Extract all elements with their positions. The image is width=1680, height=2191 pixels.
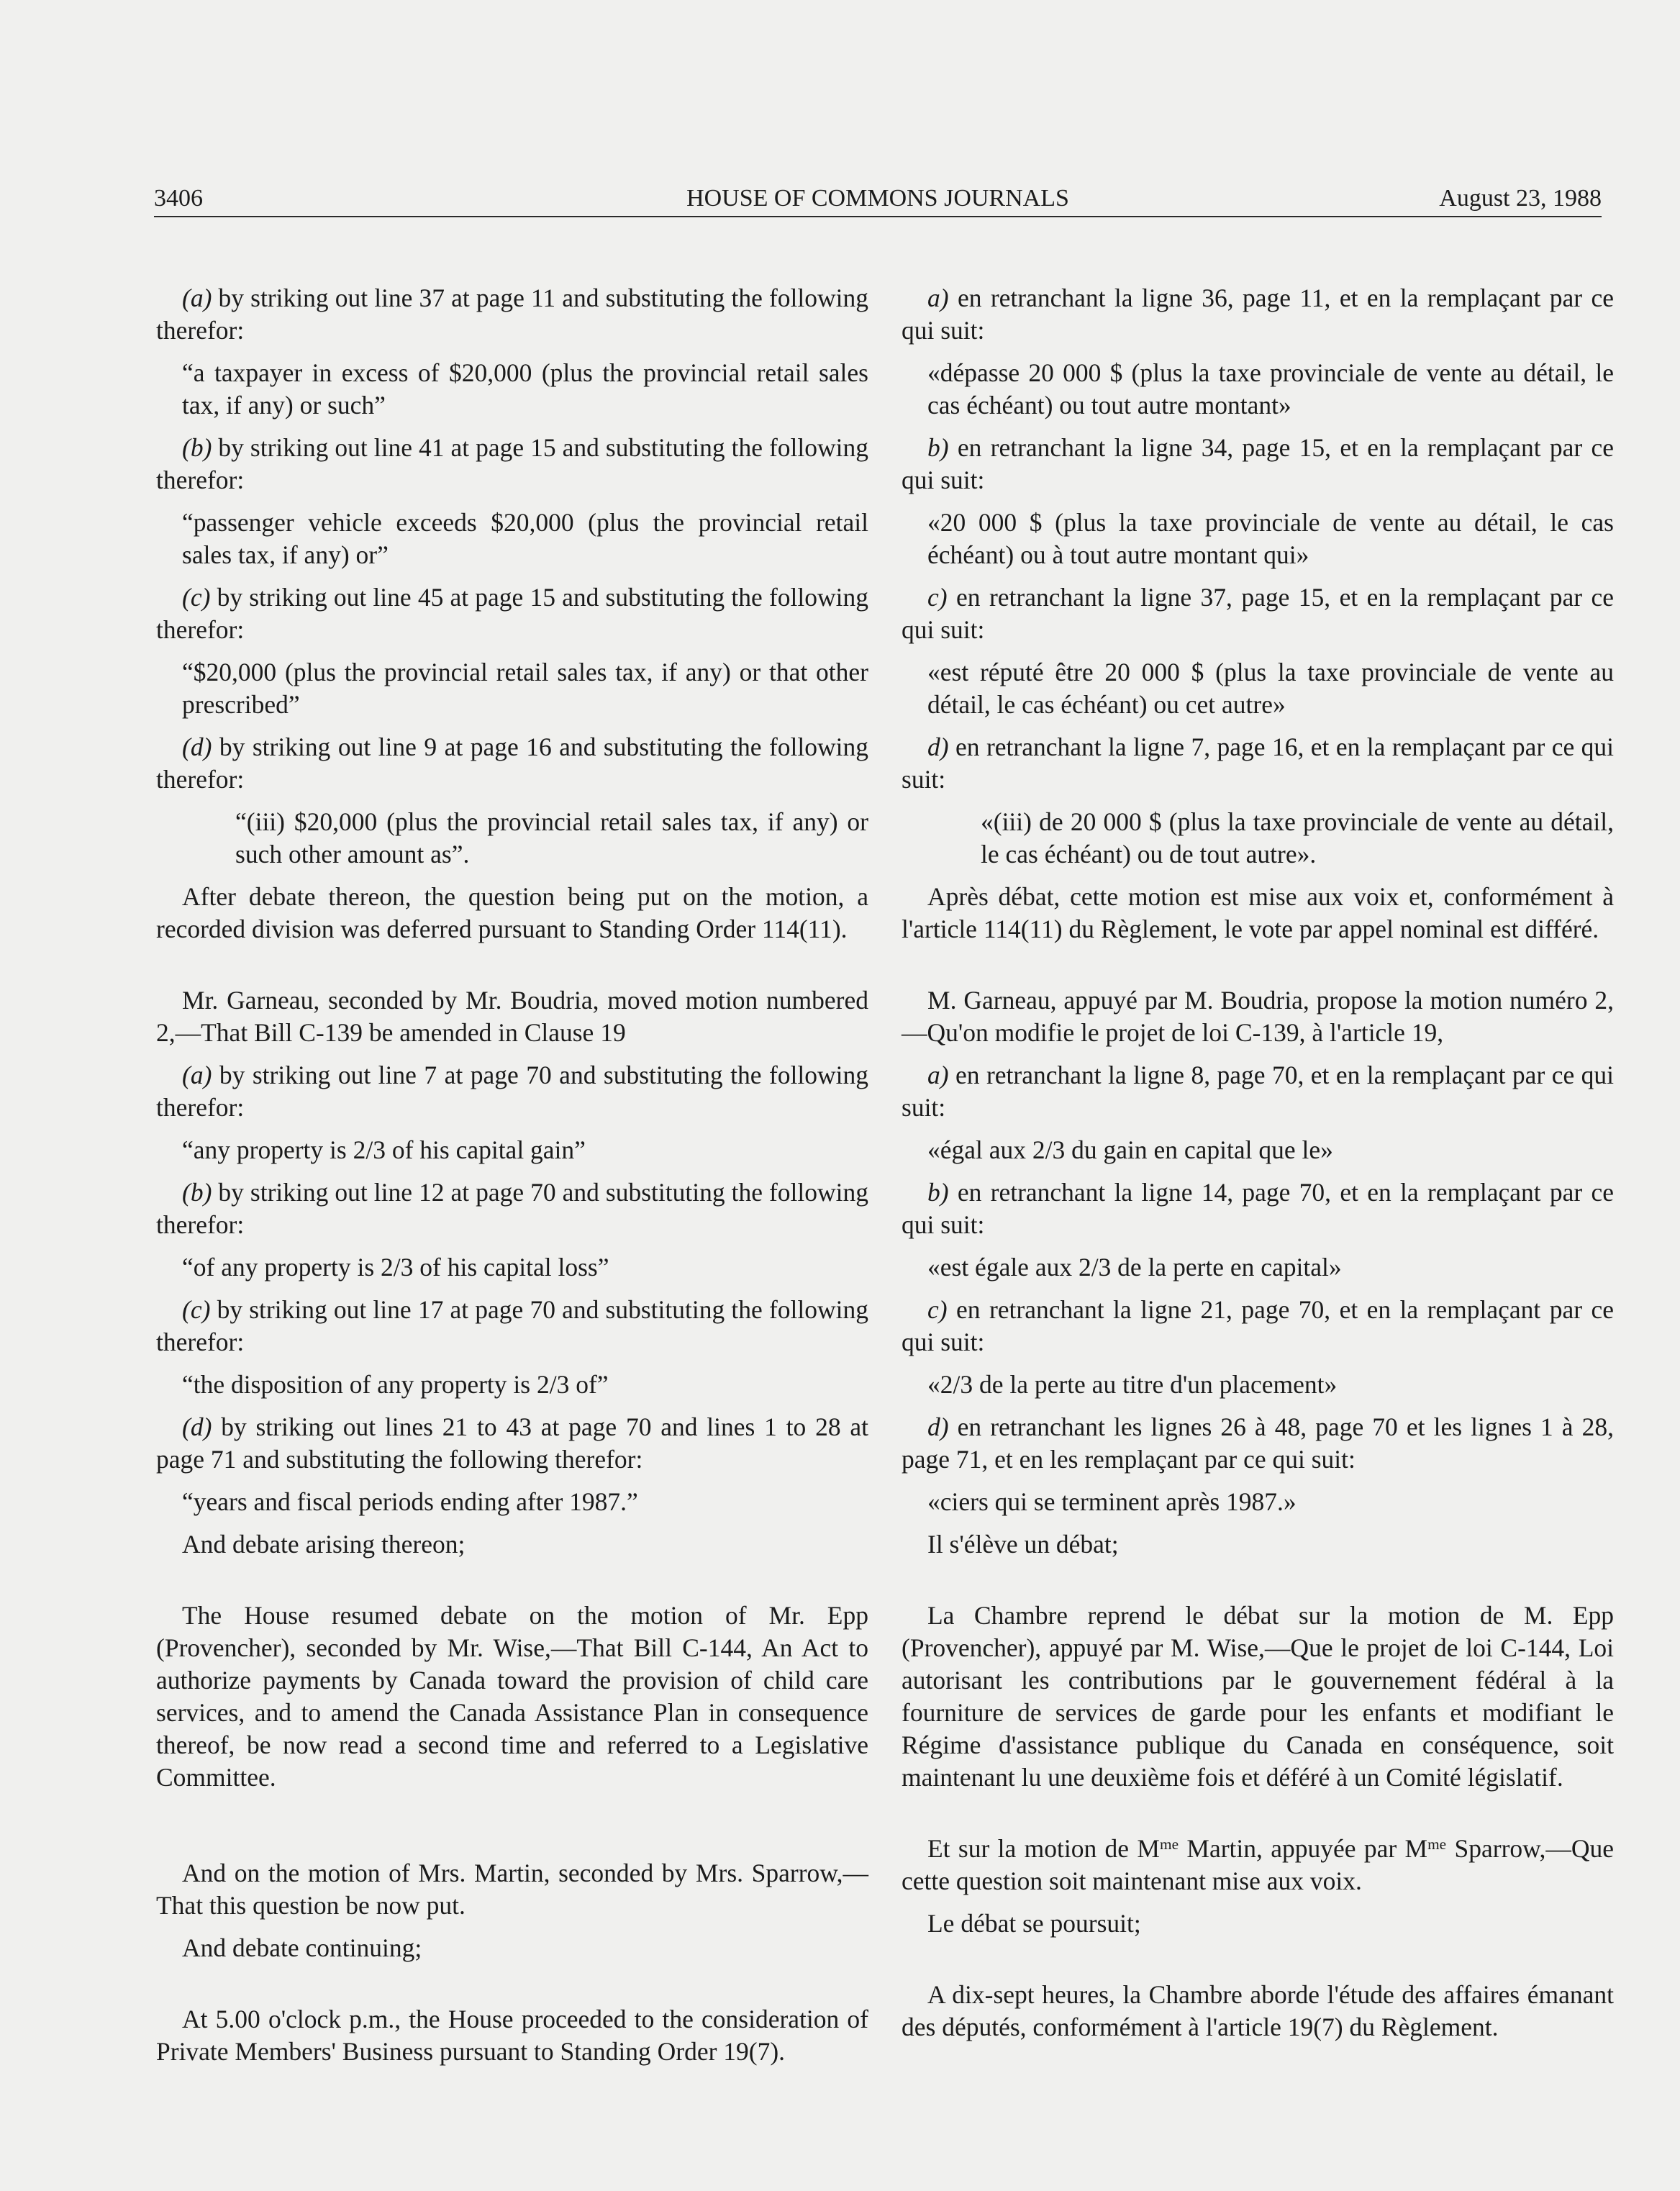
page-header xyxy=(154,184,1602,217)
amendment-d: (d) by striking out line 9 at page 16 and substituting the following therefor: xyxy=(156,732,868,794)
amendment-d: d) en retranchant la ligne 7, page 16, et en la remplaçant par ce qui suit: xyxy=(902,732,1614,794)
quoted-text: «20 000 $ (plus la taxe provinciale de vente au détail, le cas échéant) ou à tout autre montant qui» xyxy=(927,508,1614,569)
debate-continuing: Le débat se poursuit; xyxy=(927,1909,1141,1938)
after-debate-paragraph: After debate thereon, the question being put on the motion, a recorded division was deferred pursuant to Standing Order 114(11). xyxy=(156,882,868,943)
quoted-text: “passenger vehicle exceeds $20,000 (plus the provincial retail sales tax, if any) or” xyxy=(182,508,868,569)
resumed-debate-paragraph: La Chambre reprend le débat sur la motion de M. Epp (Provencher), appuyé par M. Wise,—Que le projet de loi C-144, Loi autorisant les contributions par le gouvernement fédéral à la fourniture de services de garde pour les enfants et modifiant le Régime d'assistance publique du Canada en conséquence, soit maintenant lu une deuxième fois et déféré à un Comité législatif. xyxy=(902,1601,1614,1792)
amendment-a: a) en retranchant la ligne 8, page 70, et en la remplaçant par ce qui suit: xyxy=(902,1061,1614,1122)
martin-motion: Et sur la motion de $M^{me}$ Martin, appuyée par $M^{me}$ Sparrow,—Que cette question soit maintenant mise aux voix. xyxy=(902,1834,1614,1895)
garneau-motion: Mr. Garneau, seconded by Mr. Boudria, moved motion numbered 2,—That Bill C-139 be amended in Clause 19 xyxy=(156,986,868,1047)
resumed-debate-paragraph: The House resumed debate on the motion of Mr. Epp (Provencher), seconded by Mr. Wise,—That Bill C-144, An Act to authorize payments by Canada toward the provision of child care services, and to amend the Canada Assistance Plan in consequence thereof, be now read a second time and referred to a Legislative Committee. xyxy=(156,1601,868,1792)
amendment-b: (b) by striking out line 41 at page 15 and substituting the following therefor: xyxy=(156,433,868,494)
quoted-text: «(iii) de 20 000 $ (plus la taxe provinciale de vente au détail, le cas échéant) ou de tout autre». xyxy=(981,807,1614,868)
quoted-text: “years and fiscal periods ending after 1987.” xyxy=(182,1487,638,1516)
quoted-text: “any property is 2/3 of his capital gain” xyxy=(182,1135,586,1164)
english-column xyxy=(156,282,868,2078)
amendment-d: (d) by striking out lines 21 to 43 at page 70 and lines 1 to 28 at page 71 and substituting the following therefor: xyxy=(156,1412,868,1474)
debate-continuing: And debate continuing; xyxy=(182,1933,422,1962)
page-number: 3406 xyxy=(154,185,203,212)
quoted-text: “(iii) $20,000 (plus the provincial retail sales tax, if any) or such other amount as”. xyxy=(235,807,868,868)
garneau-motion: M. Garneau, appuyé par M. Boudria, propose la motion numéro 2,—Qu'on modifie le projet de loi C-139, à l'article 19, xyxy=(902,986,1614,1047)
amendment-b: b) en retranchant la ligne 14, page 70, et en la remplaçant par ce qui suit: xyxy=(902,1178,1614,1239)
amendment-b: (b) by striking out line 12 at page 70 and substituting the following therefor: xyxy=(156,1178,868,1239)
quoted-text: «ciers qui se terminent après 1987.» xyxy=(927,1487,1297,1516)
quoted-text: «2/3 de la perte au titre d'un placement» xyxy=(927,1370,1338,1399)
amendment-a: a) en retranchant la ligne 36, page 11, et en la remplaçant par ce qui suit: xyxy=(902,283,1614,345)
debate-arising: Il s'élève un débat; xyxy=(927,1530,1119,1559)
amendment-c: (c) by striking out line 45 at page 15 and substituting the following therefor: xyxy=(156,583,868,644)
private-members-paragraph: A dix-sept heures, la Chambre aborde l'étude des affaires émanant des députés, conformément à l'article 19(7) du Règlement. xyxy=(902,1980,1614,2041)
quoted-text: «est égale aux 2/3 de la perte en capital» xyxy=(927,1253,1342,1282)
debate-arising: And debate arising thereon; xyxy=(182,1530,466,1559)
amendment-a: (a) by striking out line 37 at page 11 and substituting the following therefor: xyxy=(156,283,868,345)
quoted-text: «est réputé être 20 000 $ (plus la taxe provinciale de vente au détail, le cas échéant) ou cet autre» xyxy=(927,658,1614,719)
amendment-b: b) en retranchant la ligne 34, page 15, et en la remplaçant par ce qui suit: xyxy=(902,433,1614,494)
amendment-c: c) en retranchant la ligne 21, page 70, et en la remplaçant par ce qui suit: xyxy=(902,1295,1614,1356)
quoted-text: “a taxpayer in excess of $20,000 (plus the provincial retail sales tax, if any) or such” xyxy=(182,358,868,419)
martin-motion: And on the motion of Mrs. Martin, seconded by Mrs. Sparrow,—That this question be now put. xyxy=(156,1859,868,1920)
quoted-text: “$20,000 (plus the provincial retail sales tax, if any) or that other prescribed” xyxy=(182,658,868,719)
amendment-c: c) en retranchant la ligne 37, page 15, et en la remplaçant par ce qui suit: xyxy=(902,583,1614,644)
amendment-a: (a) by striking out line 7 at page 70 and substituting the following therefor: xyxy=(156,1061,868,1122)
journal-title: HOUSE OF COMMONS JOURNALS xyxy=(686,185,1069,212)
quoted-text: «égal aux 2/3 du gain en capital que le» xyxy=(927,1135,1333,1164)
french-column xyxy=(902,282,1614,2054)
quoted-text: “the disposition of any property is 2/3 of” xyxy=(182,1370,609,1399)
quoted-text: “of any property is 2/3 of his capital loss” xyxy=(182,1253,609,1282)
after-debate-paragraph: Après débat, cette motion est mise aux voix et, conformément à l'article 114(11) du Règlement, le vote par appel nominal est différé. xyxy=(902,882,1614,943)
journal-date: August 23, 1988 xyxy=(1439,185,1602,212)
quoted-text: «dépasse 20 000 $ (plus la taxe provinciale de vente au détail, le cas échéant) ou tout autre montant» xyxy=(927,358,1614,419)
amendment-c: (c) by striking out line 17 at page 70 and substituting the following therefor: xyxy=(156,1295,868,1356)
private-members-paragraph: At 5.00 o'clock p.m., the House proceeded to the consideration of Private Members' Business pursuant to Standing Order 19(7). xyxy=(156,2005,868,2066)
amendment-d: d) en retranchant les lignes 26 à 48, page 70 et les lignes 1 à 28, page 71, et en les remplaçant par ce qui suit: xyxy=(902,1412,1614,1474)
